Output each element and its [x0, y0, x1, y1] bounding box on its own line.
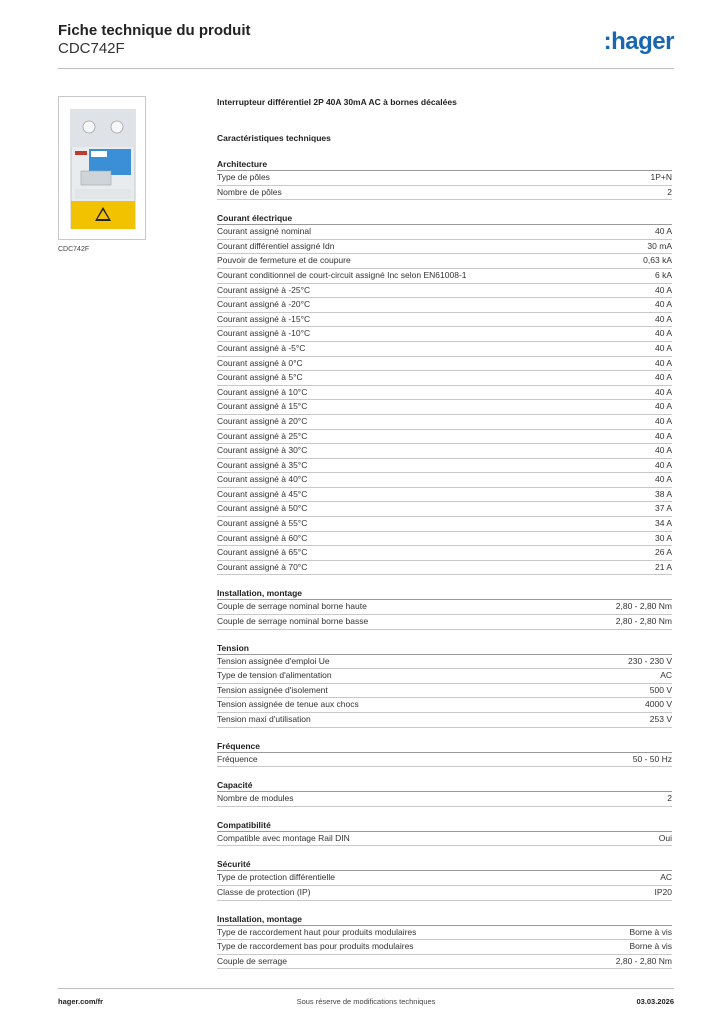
spec-label: Tension assignée d'emploi Ue: [217, 655, 330, 666]
spec-value: 40 A: [654, 474, 672, 485]
spec-row: [217, 357, 672, 372]
spec-label: Courant différentiel assigné Idn: [217, 240, 335, 251]
spec-row: [217, 327, 672, 342]
spec-label: Type de raccordement haut pour produits modulaires: [217, 926, 417, 937]
spec-value: 40 A: [654, 313, 672, 324]
spec-value: 6 kA: [654, 269, 672, 280]
spec-value: 30 A: [654, 532, 672, 543]
header-divider: [58, 68, 674, 69]
spec-label: Courant assigné à 50°C: [217, 503, 308, 514]
spec-row: [217, 517, 672, 532]
spec-row: [217, 753, 672, 768]
spec-label: Courant assigné à 55°C: [217, 518, 308, 529]
spec-row: [217, 386, 672, 401]
spec-value: 40 A: [654, 357, 672, 368]
spec-value: 26 A: [654, 547, 672, 558]
spec-label: Courant conditionnel de court-circuit assigné Inc selon EN61008-1: [217, 269, 467, 280]
spec-section: [217, 587, 672, 629]
spec-sections: [217, 158, 672, 969]
spec-value: 40 A: [654, 328, 672, 339]
section-title: Installation, montage: [217, 587, 672, 600]
spec-row: [217, 473, 672, 488]
spec-value: 2: [667, 793, 672, 804]
spec-label: Type de tension d'alimentation: [217, 670, 332, 681]
spec-section: [217, 212, 672, 575]
spec-value: IP20: [654, 886, 672, 897]
spec-value: 40 A: [654, 226, 672, 237]
spec-label: Courant assigné à 15°C: [217, 401, 308, 412]
section-title: Courant électrique: [217, 212, 672, 225]
product-image-caption: CDC742F: [58, 246, 90, 253]
spec-label: Couple de serrage nominal borne haute: [217, 601, 367, 612]
spec-label: Courant assigné à -5°C: [217, 342, 306, 353]
spec-value: 1P+N: [650, 172, 672, 182]
spec-label: Courant assigné à 70°C: [217, 561, 308, 572]
spec-value: 34 A: [654, 518, 672, 529]
spec-value: 40 A: [654, 372, 672, 383]
spec-label: Courant assigné à 10°C: [217, 386, 308, 397]
spec-label: Type de raccordement bas pour produits modulaires: [217, 941, 414, 952]
spec-label: Courant assigné à 35°C: [217, 459, 308, 470]
spec-label: Compatible avec montage Rail DIN: [217, 832, 350, 843]
circuit-breaker-icon: [67, 109, 139, 229]
spec-value: 2,80 - 2,80 Nm: [615, 955, 672, 966]
spec-value: 21 A: [654, 561, 672, 572]
spec-row: [217, 955, 672, 970]
spec-value: 40 A: [654, 386, 672, 397]
product-reference: CDC742F: [58, 40, 125, 57]
spec-section: [217, 779, 672, 807]
hager-logo: :hager: [603, 28, 674, 55]
spec-label: Courant assigné à -10°C: [217, 328, 311, 339]
spec-row: [217, 298, 672, 313]
section-title: Architecture: [217, 158, 672, 171]
spec-row: [217, 371, 672, 386]
footer-date: 03.03.2026: [636, 997, 674, 1006]
spec-value: 40 A: [654, 459, 672, 470]
spec-section: [217, 642, 672, 728]
spec-row: [217, 940, 672, 955]
characteristics-title: Caractéristiques techniques: [217, 133, 331, 143]
spec-label: Couple de serrage nominal borne basse: [217, 616, 369, 627]
spec-content: [217, 96, 672, 969]
spec-section: [217, 819, 672, 847]
spec-row: [217, 313, 672, 328]
spec-value: 4000 V: [645, 699, 672, 710]
spec-value: 0,63 kA: [643, 255, 672, 266]
spec-label: Courant assigné à 20°C: [217, 415, 308, 426]
spec-value: AC: [660, 872, 672, 883]
spec-value: 40 A: [654, 445, 672, 456]
spec-value: 40 A: [654, 430, 672, 441]
footer-note: Sous réserve de modifications techniques: [296, 997, 436, 1006]
spec-row: [217, 186, 672, 201]
spec-label: Courant assigné à 0°C: [217, 357, 303, 368]
spec-row: [217, 886, 672, 901]
spec-section: [217, 913, 672, 970]
spec-row: [217, 600, 672, 615]
spec-value: 2,80 - 2,80 Nm: [615, 601, 672, 612]
section-title: Installation, montage: [217, 913, 672, 926]
spec-label: Nombre de modules: [217, 793, 294, 804]
spec-row: [217, 655, 672, 670]
spec-label: Courant assigné à 30°C: [217, 445, 308, 456]
spec-row: [217, 171, 672, 186]
spec-label: Tension assignée d'isolement: [217, 684, 328, 695]
spec-row: [217, 615, 672, 630]
spec-label: Type de pôles: [217, 172, 270, 182]
product-image: [58, 96, 146, 240]
spec-label: Classe de protection (IP): [217, 886, 311, 897]
spec-row: [217, 284, 672, 299]
spec-row: [217, 444, 672, 459]
spec-value: 40 A: [654, 299, 672, 310]
spec-label: Courant assigné nominal: [217, 226, 312, 237]
spec-label: Fréquence: [217, 753, 258, 764]
spec-row: [217, 532, 672, 547]
spec-row: [217, 871, 672, 886]
spec-label: Tension assignée de tenue aux chocs: [217, 699, 359, 710]
spec-row: [217, 488, 672, 503]
spec-row: [217, 225, 672, 240]
spec-label: Courant assigné à 25°C: [217, 430, 308, 441]
footer-website[interactable]: hager.com/fr: [58, 997, 104, 1006]
spec-value: AC: [660, 670, 672, 681]
spec-value: 2: [667, 186, 672, 197]
spec-section: [217, 158, 672, 200]
spec-label: Courant assigné à -25°C: [217, 284, 311, 295]
document-title: Fiche technique du produit: [58, 22, 251, 39]
spec-row: [217, 400, 672, 415]
spec-label: Courant assigné à 40°C: [217, 474, 308, 485]
spec-value: 37 A: [654, 503, 672, 514]
spec-row: [217, 713, 672, 728]
spec-value: 253 V: [649, 714, 672, 724]
spec-row: [217, 502, 672, 517]
spec-value: 40 A: [654, 415, 672, 426]
spec-value: 2,80 - 2,80 Nm: [615, 616, 672, 627]
spec-label: Courant assigné à -20°C: [217, 299, 311, 310]
spec-label: Tension maxi d'utilisation: [217, 714, 311, 724]
spec-label: Couple de serrage: [217, 955, 287, 966]
spec-row: [217, 698, 672, 713]
spec-row: [217, 926, 672, 941]
spec-value: Borne à vis: [629, 926, 672, 937]
spec-label: Courant assigné à 5°C: [217, 372, 303, 383]
section-title: Tension: [217, 642, 672, 655]
spec-label: Courant assigné à 65°C: [217, 547, 308, 558]
spec-label: Nombre de pôles: [217, 186, 282, 197]
spec-row: [217, 342, 672, 357]
spec-row: [217, 792, 672, 807]
spec-row: [217, 561, 672, 576]
spec-row: [217, 430, 672, 445]
page-footer: [58, 997, 674, 1009]
spec-value: 500 V: [649, 684, 672, 695]
spec-row: [217, 684, 672, 699]
spec-value: 40 A: [654, 284, 672, 295]
page-header: [58, 22, 674, 66]
product-description: Interrupteur différentiel 2P 40A 30mA AC à bornes décalées: [217, 97, 457, 107]
spec-value: 40 A: [654, 401, 672, 412]
spec-row: [217, 459, 672, 474]
spec-row: [217, 240, 672, 255]
spec-value: Oui: [658, 832, 672, 843]
footer-divider: [58, 988, 674, 989]
spec-label: Courant assigné à -15°C: [217, 313, 311, 324]
spec-label: Pouvoir de fermeture et de coupure: [217, 255, 351, 266]
spec-row: [217, 546, 672, 561]
spec-value: 50 - 50 Hz: [632, 753, 672, 764]
spec-section: [217, 858, 672, 900]
spec-label: Type de protection différentielle: [217, 872, 335, 883]
spec-value: 230 - 230 V: [628, 655, 672, 666]
spec-row: [217, 832, 672, 847]
spec-label: Courant assigné à 45°C: [217, 488, 308, 499]
spec-value: Borne à vis: [629, 941, 672, 952]
spec-row: [217, 254, 672, 269]
spec-value: 38 A: [654, 488, 672, 499]
spec-value: 40 A: [654, 342, 672, 353]
section-title: Compatibilité: [217, 819, 672, 832]
section-title: Capacité: [217, 779, 672, 792]
spec-row: [217, 269, 672, 284]
section-title: Fréquence: [217, 740, 672, 753]
spec-value: 30 mA: [647, 240, 672, 251]
spec-row: [217, 415, 672, 430]
section-title: Sécurité: [217, 858, 672, 871]
spec-label: Courant assigné à 60°C: [217, 532, 308, 543]
spec-section: [217, 740, 672, 768]
spec-row: [217, 669, 672, 684]
